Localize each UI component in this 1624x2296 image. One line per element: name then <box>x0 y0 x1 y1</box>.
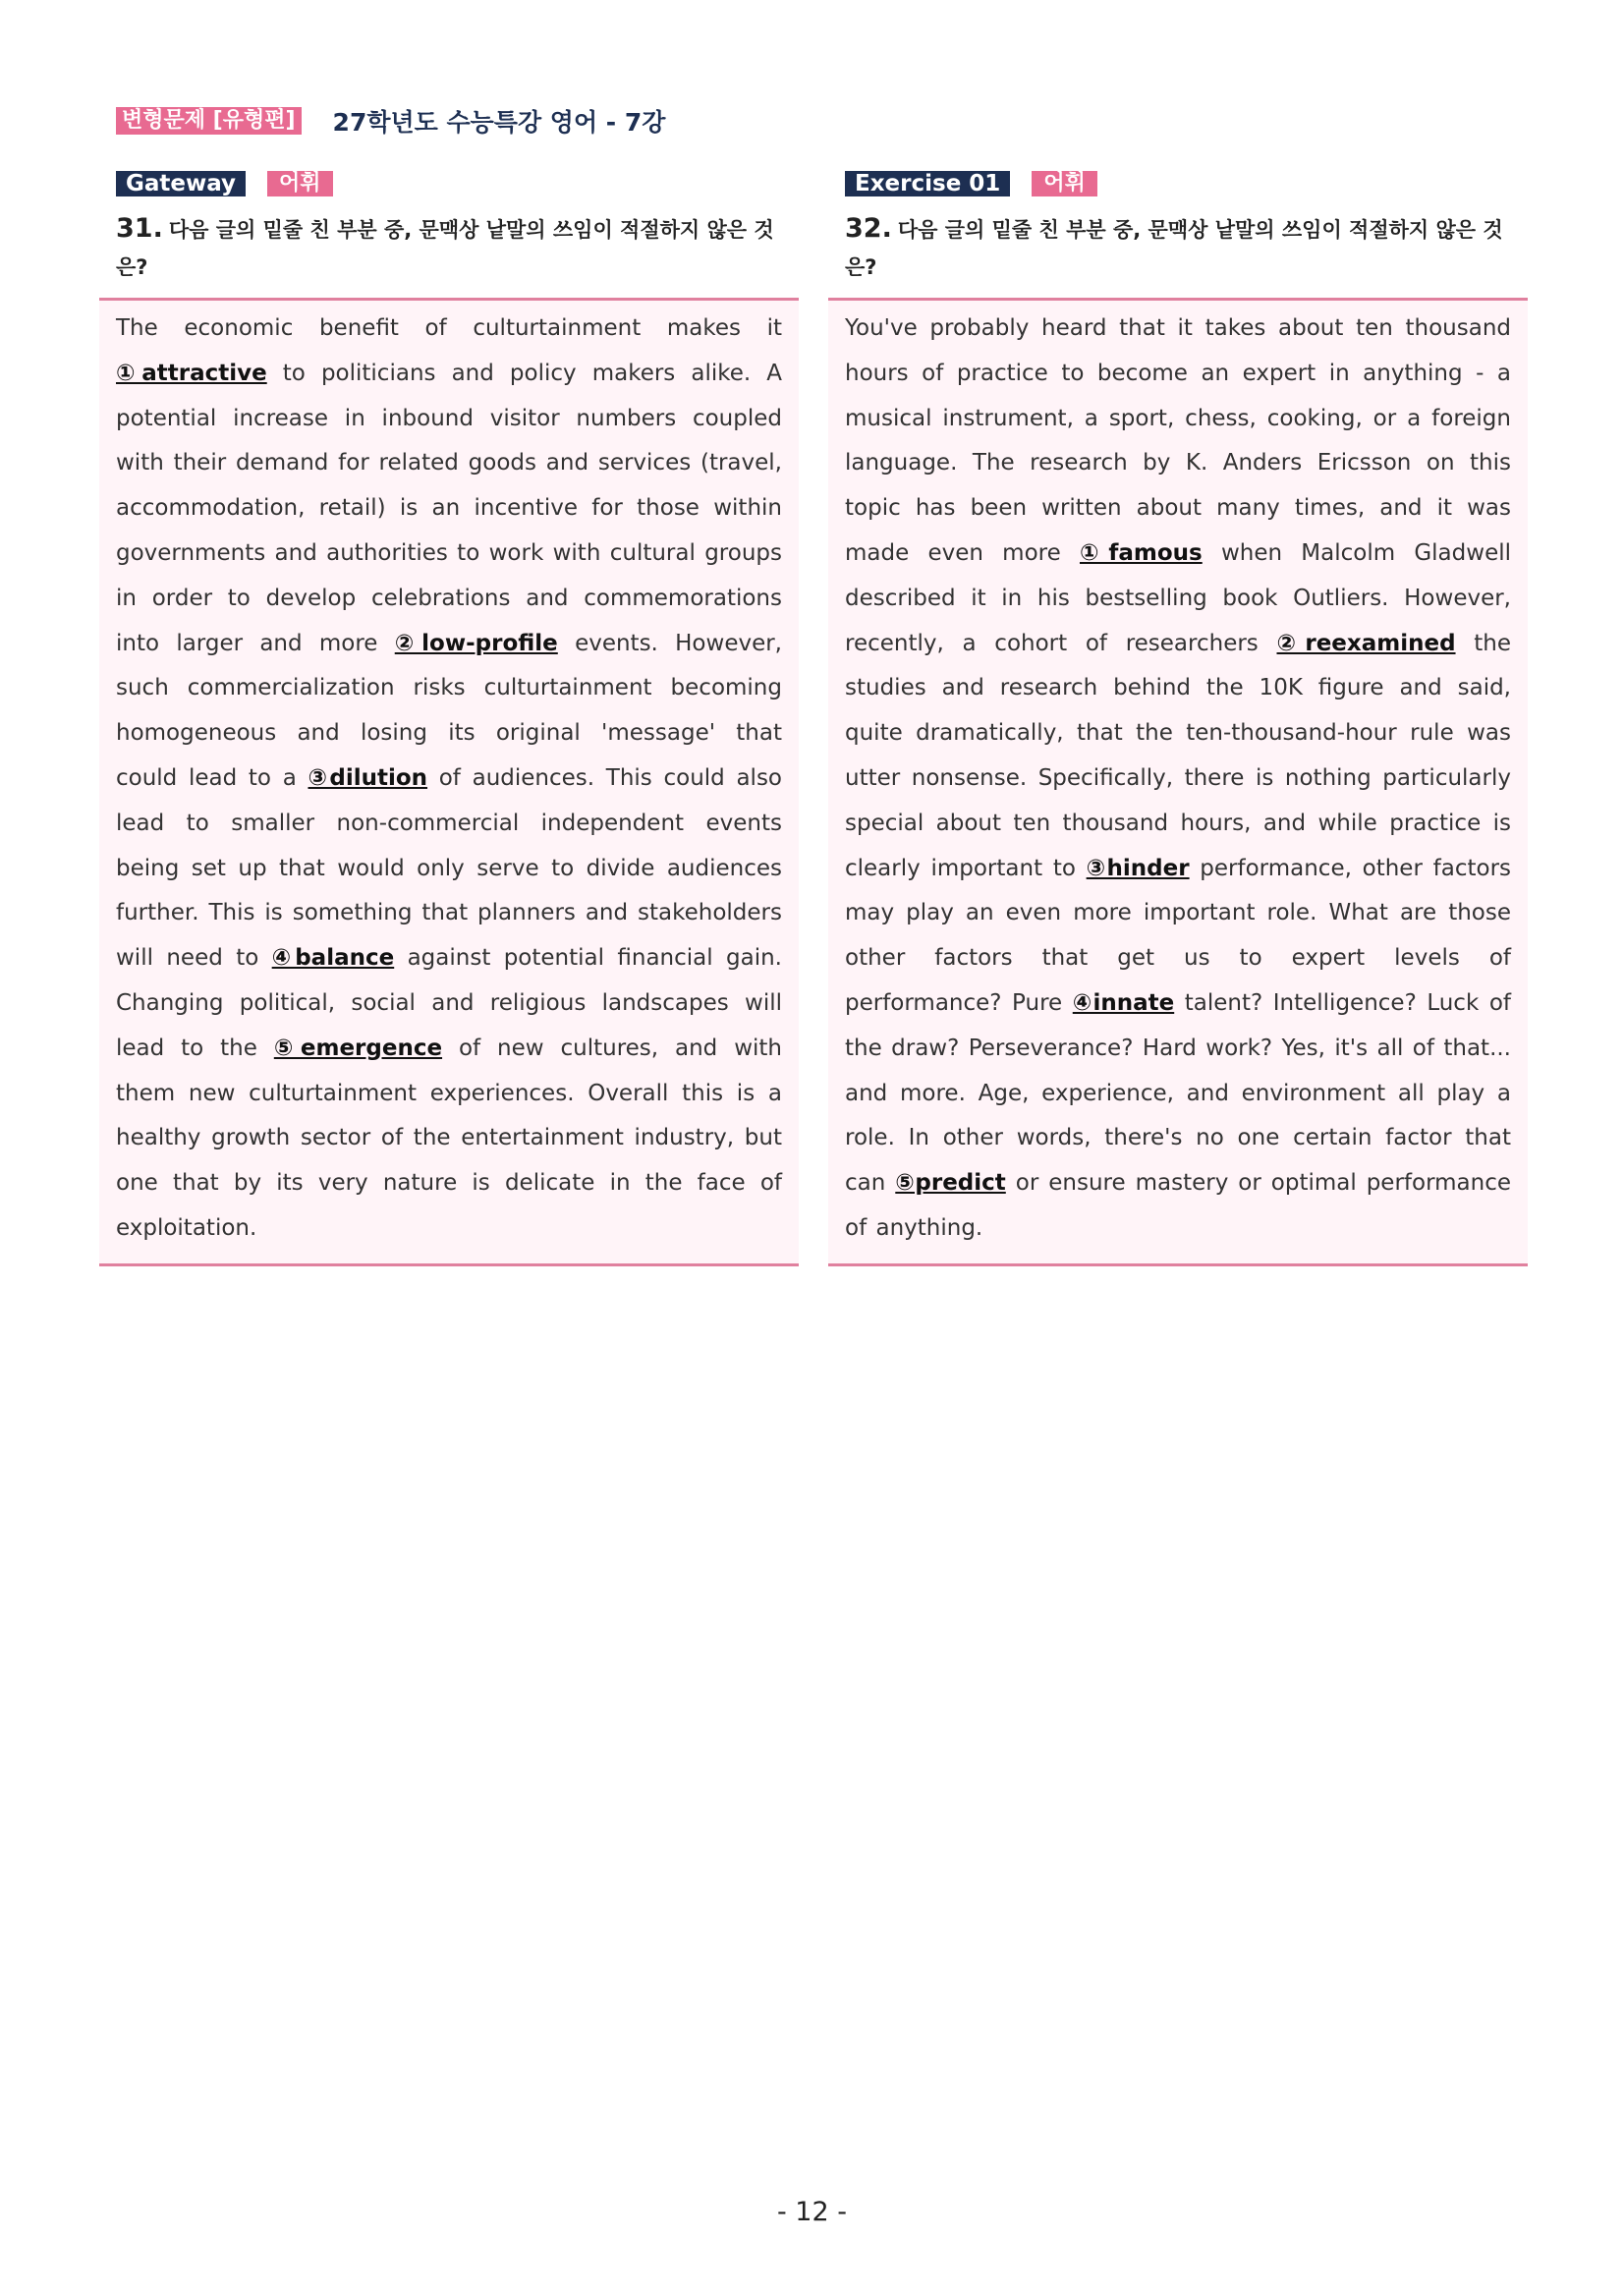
right-column <box>828 171 1528 1266</box>
left-column <box>99 171 799 1266</box>
question-text: 다음 글의 밑줄 친 부분 중, 문맥상 낱말의 쓰임이 적절하지 않은 것은? <box>116 218 774 279</box>
passage-segment: to politicians and policy makers alike. A potential increase in inbound visitor numbers coupled with their demand for related goods and services (travel, accommodation, retail) is an incentive for those within governments and authorities to work with cultural groups in order to develop celebrations and commemorations into larger and more <box>116 360 782 656</box>
question-number: 32. <box>845 213 892 244</box>
page-number: - 12 - <box>776 2197 847 2227</box>
passage-segment: of new cultures, and with them new culturtainment experiences. Overall this is a healthy growth sector of the entertainment industry, but one that by its very nature is delicate in the face of exploitation. <box>116 1035 782 1241</box>
section-label: Gateway <box>116 171 246 196</box>
underlined-word: ①attractive <box>116 360 267 386</box>
underlined-word: ③hinder <box>1086 855 1190 881</box>
passage-box <box>99 298 799 1266</box>
passage-segment: when Malcolm Gladwell described it in his bestselling book Outliers. However, recently, a cohort of researchers <box>845 539 1511 656</box>
underlined-word: ⑤predict <box>895 1170 1006 1197</box>
question-number: 31. <box>116 213 163 244</box>
underlined-word: ②low-profile <box>394 630 558 656</box>
header-title: 27학년도 수능특강 영어 - 7강 <box>332 108 666 137</box>
passage-segment: The economic benefit of culturtainment makes it <box>116 315 782 341</box>
passage-segment: events. However, such commercialization risks culturtainment becoming homogeneous and losing its original 'message' that could lead to a <box>116 630 782 791</box>
passage-segment: or ensure mastery or optimal performance of anything. <box>845 1170 1511 1241</box>
passage-box <box>828 298 1528 1266</box>
passage-segment: against potential financial gain. Changing political, social and religious landscapes will lead to the <box>116 945 782 1061</box>
underlined-word: ④innate <box>1072 989 1175 1016</box>
underlined-word: ①famous <box>1079 539 1203 566</box>
passage-text <box>845 307 1511 1252</box>
page-header <box>116 104 665 138</box>
passage-segment: You've probably heard that it takes about ten thousand hours of practice to become an expert in anything - a musical instrument, a sport, chess, cooking, or a foreign language. The research by K. Anders Ericsson on this topic has been written about many times, and it was made even more <box>845 315 1511 566</box>
type-label: 어휘 <box>267 171 333 196</box>
section-label: Exercise 01 <box>845 171 1010 196</box>
underlined-word: ④balance <box>271 945 395 972</box>
underlined-word: ②reexamined <box>1276 630 1456 656</box>
underlined-word: ③dilution <box>308 764 428 791</box>
passage-text <box>116 307 782 1252</box>
passage-segment: talent? Intelligence? Luck of the draw? Perseverance? Hard work? Yes, it's all of that... and more. Age, experience, and environment all play a role. In other words, there's no one certain factor that can <box>845 989 1511 1197</box>
passage-segment: the studies and research behind the 10K figure and said, quite dramatically, that the ten-thousand-hour rule was utter nonsense. Specifically, there is nothing particularly special about ten thousand hours, and while practice is clearly important to <box>845 630 1511 881</box>
right-labels <box>845 171 1528 196</box>
passage-segment: of audiences. This could also lead to smaller non-commercial independent events being set up that would only serve to divide audiences further. This is something that planners and stakeholders will need to <box>116 764 782 972</box>
question-32 <box>845 210 1513 286</box>
underlined-word: ⑤emergence <box>273 1035 443 1061</box>
passage-segment: performance, other factors may play an even more important role. What are those other factors that get us to expert levels of performance? Pure <box>845 855 1512 1016</box>
question-text: 다음 글의 밑줄 친 부분 중, 문맥상 낱말의 쓰임이 적절하지 않은 것은? <box>845 218 1503 279</box>
question-31 <box>116 210 784 286</box>
left-labels <box>116 171 799 196</box>
type-label: 어휘 <box>1032 171 1097 196</box>
header-tag: 변형문제 [유형편] <box>116 107 302 135</box>
